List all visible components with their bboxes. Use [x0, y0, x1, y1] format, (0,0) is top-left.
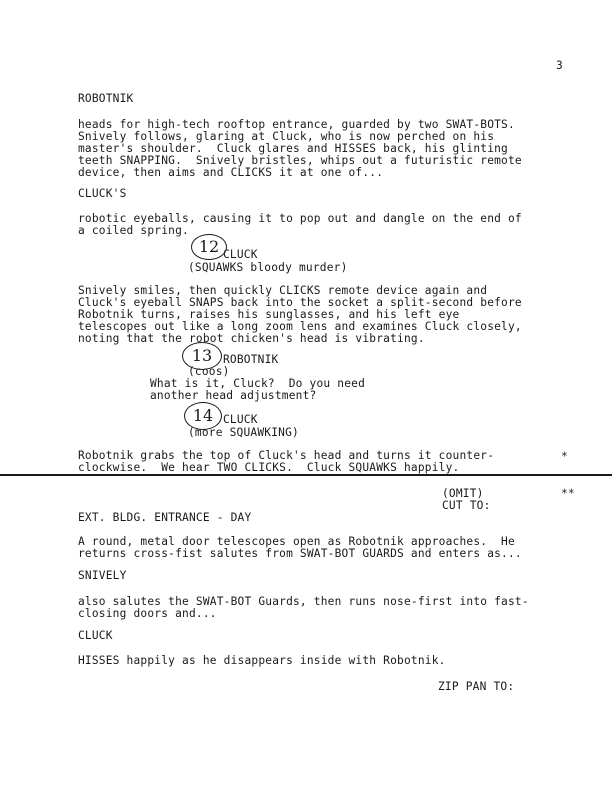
parenthetical: (more SQUAWKING): [188, 426, 299, 439]
omit-note: (OMIT): [442, 487, 484, 500]
action-paragraph: Snively smiles, then quickly CLICKS remote device again and Cluck's eyeball SNAPS back into the socket a split-second before Robotnik turns, raises his sunglasses, and his left eye telescopes out like a long zoom lens and examines Cluck closely, noting that the robot chicken's head is vibrating.: [78, 284, 522, 345]
handwritten-shot-number: 14: [184, 402, 222, 430]
handwritten-shot-number: 13: [182, 342, 222, 370]
page-divider: [0, 474, 612, 476]
scene-continuation-cluck: CLUCK'S: [78, 187, 127, 200]
action-paragraph: heads for high-tech rooftop entrance, guarded by two SWAT-BOTS. Snively follows, glaring at Cluck, who is now perched on his master's shoulder. Cluck glares and HISSES back, his glinting teeth SNAPPING. Snively bristles, whips out a futuristic remote device, then aims and CLICKS it at one of...: [78, 118, 522, 179]
character-cue-robotnik: ROBOTNIK: [78, 92, 134, 105]
character-cue-cluck: CLUCK: [223, 413, 258, 426]
action-paragraph: also salutes the SWAT-BOT Guards, then runs nose-first into fast- closing doors and...: [78, 595, 529, 620]
handwritten-shot-number: 12: [191, 234, 227, 260]
revision-mark: **: [561, 487, 575, 500]
scene-continuation-snively: SNIVELY: [78, 569, 127, 582]
scene-continuation-cluck: CLUCK: [78, 629, 113, 642]
transition: CUT TO:: [442, 499, 491, 512]
action-paragraph: Robotnik grabs the top of Cluck's head and turns it counter- clockwise. We hear TWO CLICKS. Cluck SQUAWKS happily.: [78, 449, 495, 474]
parenthetical: (coos): [188, 365, 230, 378]
character-cue-cluck: CLUCK: [223, 248, 258, 261]
action-paragraph: A round, metal door telescopes open as Robotnik approaches. He returns cross-fist salutes from SWAT-BOT GUARDS and enters as...: [78, 535, 522, 560]
character-cue-robotnik: ROBOTNIK: [223, 353, 279, 366]
dialogue: What is it, Cluck? Do you need another head adjustment?: [150, 377, 365, 402]
revision-mark: *: [561, 450, 568, 463]
action-paragraph: robotic eyeballs, causing it to pop out and dangle on the end of a coiled spring.: [78, 212, 522, 237]
page-number: 3: [556, 59, 563, 72]
action-paragraph: HISSES happily as he disappears inside with Robotnik.: [78, 654, 446, 667]
transition: ZIP PAN TO:: [438, 680, 515, 693]
parenthetical: (SQUAWKS bloody murder): [188, 261, 348, 274]
scene-heading: EXT. BLDG. ENTRANCE - DAY: [78, 511, 252, 524]
